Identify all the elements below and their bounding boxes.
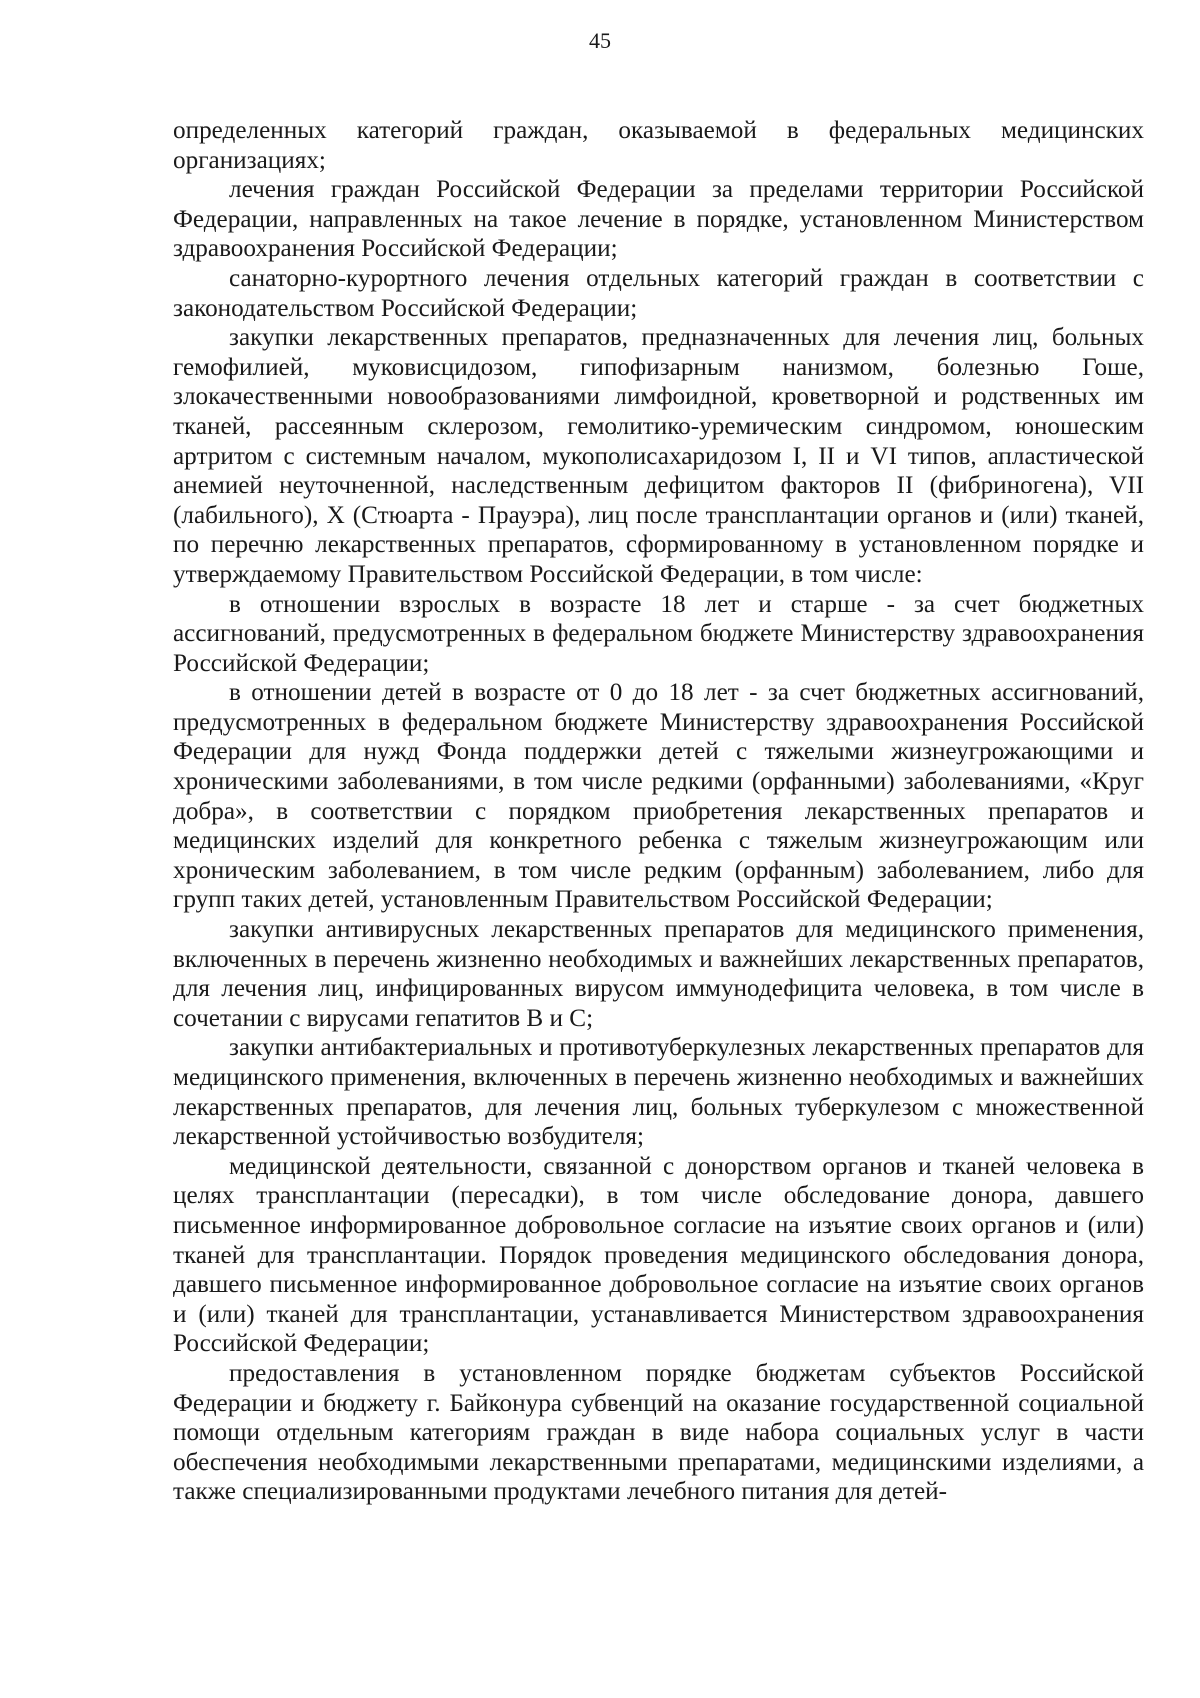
document-body [173,116,1144,1507]
paragraph-drug-purchases: закупки лекарственных препаратов, предназначенных для лечения лиц, больных гемофилией, муковисцидозом, гипофизарным нанизмом, болезнью Гоше, злокачественными новообразованиями лимфоидной, кроветворной и родственных им тканей, рассеянным склерозом, гемолитико-уремическим синдромом, юношеским артритом с системным началом, мукополисахаридозом I, II и VI типов, апластической анемией неуточненной, наследственным дефицитом факторов II (фибриногена), VII (лабильного), X (Стюарта - Прауэра), лиц после трансплантации органов и (или) тканей, по перечню лекарственных препаратов, сформированному в установленном порядке и утверждаемому Правительством Российской Федерации, в том числе: [173,324,1144,588]
paragraph-donation: медицинской деятельности, связанной с донорством органов и тканей человека в целях трансплантации (пересадки), в том числе обследование донора, давшего письменное информированное добровольное согласие на изъятие своих органов и (или) тканей для трансплантации. Порядок проведения медицинского обследования донора, давшего письменное информированное добровольное согласие на изъятие своих органов и (или) тканей для трансплантации, устанавливается Министерством здравоохранения Российской Федерации; [173,1152,1144,1358]
paragraph-treatment-abroad: лечения граждан Российской Федерации за пределами территории Российской Федерации, направленных на такое лечение в порядке, установленном Министерством здравоохранения Российской Федерации; [173,176,1144,263]
paragraph-antiviral: закупки антивирусных лекарственных препаратов для медицинского применения, включенных в перечень жизненно необходимых и важнейших лекарственных препаратов, для лечения лиц, инфицированных вирусом иммунодефицита человека, в том числе в сочетании с вирусами гепатитов B и C; [173,916,1144,1032]
page-number: 45 [589,28,611,53]
paragraph-antibacterial: закупки антибактериальных и противотуберкулезных лекарственных препаратов для медицинского применения, включенных в перечень жизненно необходимых и важнейших лекарственных препаратов, для лечения лиц, больных туберкулезом с множественной лекарственной устойчивостью возбудителя; [173,1034,1144,1151]
paragraph-subventions: предоставления в установленном порядке бюджетам субъектов Российской Федерации и бюджету г. Байконура субвенций на оказание государственной социальной помощи отдельным категориям граждан в виде набора социальных услуг в части обеспечения необходимыми лекарственными препаратами, медицинскими изделиями, а также специализированными продуктами лечебного питания для детей- [173,1359,1144,1506]
paragraph-continuation: определенных категорий граждан, оказываемой в федеральных медицинских организациях; [173,117,1144,174]
paragraph-adults: в отношении взрослых в возрасте 18 лет и старше - за счет бюджетных ассигнований, предусмотренных в федеральном бюджете Министерству здравоохранения Российской Федерации; [173,590,1144,677]
paragraph-sanatorium: санаторно-курортного лечения отдельных категорий граждан в соответствии с законодательством Российской Федерации; [173,264,1144,322]
paragraph-children: в отношении детей в возрасте от 0 до 18 лет - за счет бюджетных ассигнований, предусмотренных в федеральном бюджете Министерству здравоохранения Российской Федерации для нужд Фонда поддержки детей с тяжелыми жизнеугрожающими и хроническими заболеваниями, в том числе редкими (орфанными) заболеваниями, «Круг добра», в соответствии с порядком приобретения лекарственных препаратов и медицинских изделий для конкретного ребенка с тяжелым жизнеугрожающим или хроническим заболеванием, в том числе редким (орфанным) заболеванием, либо для групп таких детей, установленным Правительством Российской Федерации; [173,679,1144,914]
